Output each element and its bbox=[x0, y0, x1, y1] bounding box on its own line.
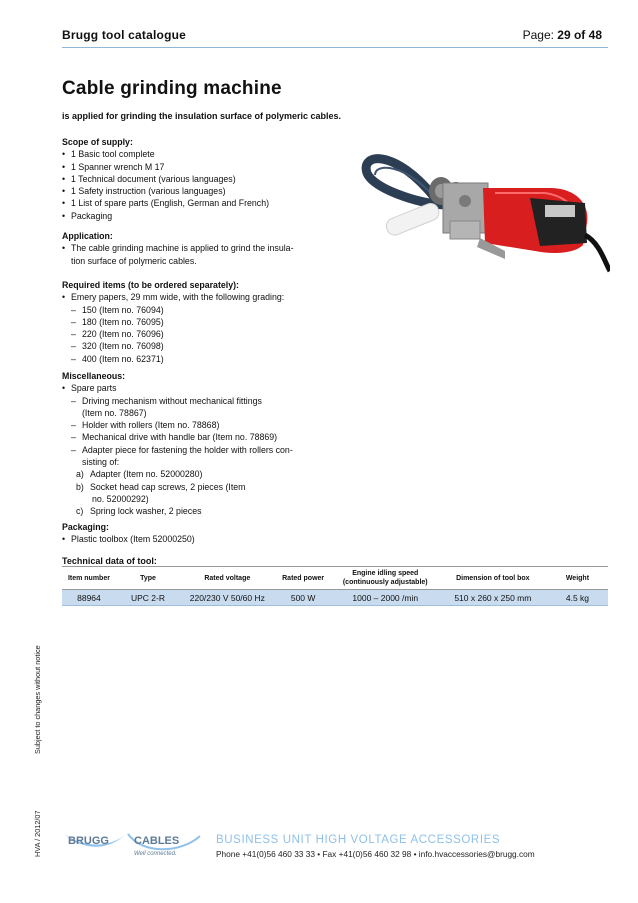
page-value: 29 of 48 bbox=[557, 28, 602, 42]
col-item-number: Item number bbox=[62, 567, 116, 590]
sub-list-item: – 400 (Item no. 62371) bbox=[71, 353, 164, 364]
col-weight: Weight bbox=[547, 567, 608, 590]
list-item-continuation: tion surface of polymeric cables. bbox=[71, 255, 197, 266]
list-item: • 1 Spanner wrench M 17 bbox=[62, 161, 165, 172]
svg-text:BRUGG: BRUGG bbox=[68, 835, 109, 847]
page-subtitle: is applied for grinding the insulation surface of polymeric cables. bbox=[62, 111, 342, 121]
sub-list-item: – Mechanical drive with handle bar (Item no. 78869) bbox=[71, 432, 278, 443]
list-item: • Spare parts bbox=[62, 383, 117, 394]
business-unit: BUSINESS UNIT HIGH VOLTAGE ACCESSORIES bbox=[216, 834, 501, 846]
page-number bbox=[523, 28, 602, 42]
sub-list-item-b: b) Socket head cap screws, 2 pieces (Item bbox=[76, 481, 246, 492]
sub-list-item: – 150 (Item no. 76094) bbox=[71, 304, 164, 315]
tech-data-heading: Technical data of tool: bbox=[62, 556, 157, 566]
sub-list-item: – 220 (Item no. 76096) bbox=[71, 329, 164, 340]
list-item: • 1 Basic tool complete bbox=[62, 149, 155, 160]
col-rated-power: Rated power bbox=[275, 567, 332, 590]
packaging-section bbox=[62, 521, 332, 546]
table-header-row bbox=[62, 567, 608, 590]
sub-list-item-continuation: no. 52000292) bbox=[92, 493, 149, 504]
grinding-machine-photo bbox=[355, 143, 610, 303]
tech-data-table bbox=[62, 566, 608, 606]
col-rated-voltage: Rated voltage bbox=[180, 567, 274, 590]
packaging-heading: Packaging: bbox=[62, 522, 109, 532]
list-item: • Packaging bbox=[62, 210, 113, 221]
sub-list-item-continuation: sisting of: bbox=[82, 457, 120, 468]
sub-list-item-c: c) Spring lock washer, 2 pieces bbox=[76, 506, 202, 517]
sub-list-item: – Adapter piece for fastening the holder with rollers con- bbox=[71, 444, 293, 455]
table-cell: 500 W bbox=[275, 590, 332, 606]
table-cell: 88964 bbox=[62, 590, 116, 606]
sub-list-item: – Driving mechanism without mechanical fittings bbox=[71, 395, 262, 406]
sub-list-item-a: a) Adapter (Item no. 52000280) bbox=[76, 469, 203, 480]
contact-line: Phone +41(0)56 460 33 33 • Fax +41(0)56 460 32 98 • info.hvaccessories@brugg.com bbox=[216, 849, 535, 859]
application-section bbox=[62, 230, 332, 267]
svg-text:Well connected.: Well connected. bbox=[134, 851, 177, 857]
header-divider bbox=[62, 47, 608, 48]
col-dimension: Dimension of tool box bbox=[439, 567, 547, 590]
scope-heading: Scope of supply: bbox=[62, 137, 133, 147]
required-section bbox=[62, 279, 332, 365]
list-item: • 1 Technical document (various languages) bbox=[62, 173, 236, 184]
list-item: • Emery papers, 29 mm wide, with the following grading: bbox=[62, 292, 285, 303]
table-cell: 4.5 kg bbox=[547, 590, 608, 606]
misc-section bbox=[62, 370, 342, 518]
side-notice: Subject to changes without notice bbox=[33, 645, 42, 754]
scope-section bbox=[62, 136, 332, 222]
svg-text:CABLES: CABLES bbox=[134, 835, 180, 847]
page-title: Cable grinding machine bbox=[62, 78, 282, 99]
list-item: • The cable grinding machine is applied to grind the insula- bbox=[62, 243, 294, 254]
brugg-cables-logo bbox=[62, 828, 202, 862]
table-cell: UPC 2-R bbox=[116, 590, 180, 606]
list-item: • 1 List of spare parts (English, German and French) bbox=[62, 198, 270, 209]
catalogue-title: Brugg tool catalogue bbox=[62, 28, 186, 42]
sub-list-item: – 320 (Item no. 76098) bbox=[71, 341, 164, 352]
required-heading: Required items (to be ordered separately): bbox=[62, 280, 239, 290]
page-label: Page: bbox=[522, 28, 554, 42]
misc-heading: Miscellaneous: bbox=[62, 371, 126, 381]
side-code: HVA / 2012/07 bbox=[33, 810, 42, 857]
list-item: • 1 Safety instruction (various languages) bbox=[62, 186, 226, 197]
table-row bbox=[62, 590, 608, 606]
application-heading: Application: bbox=[62, 231, 113, 241]
list-item: • Plastic toolbox (Item 52000250) bbox=[62, 534, 195, 545]
col-type: Type bbox=[116, 567, 180, 590]
sub-list-item: – 180 (Item no. 76095) bbox=[71, 316, 164, 327]
sub-list-item: – Holder with rollers (Item no. 78868) bbox=[71, 420, 220, 431]
table-cell: 220/230 V 50/60 Hz bbox=[180, 590, 274, 606]
sub-list-item-continuation: (Item no. 78867) bbox=[82, 407, 147, 418]
col-engine-speed: Engine idling speed (continuously adjustable) bbox=[332, 567, 439, 590]
table-cell: 1000 – 2000 /min bbox=[332, 590, 439, 606]
table-cell: 510 x 260 x 250 mm bbox=[439, 590, 547, 606]
